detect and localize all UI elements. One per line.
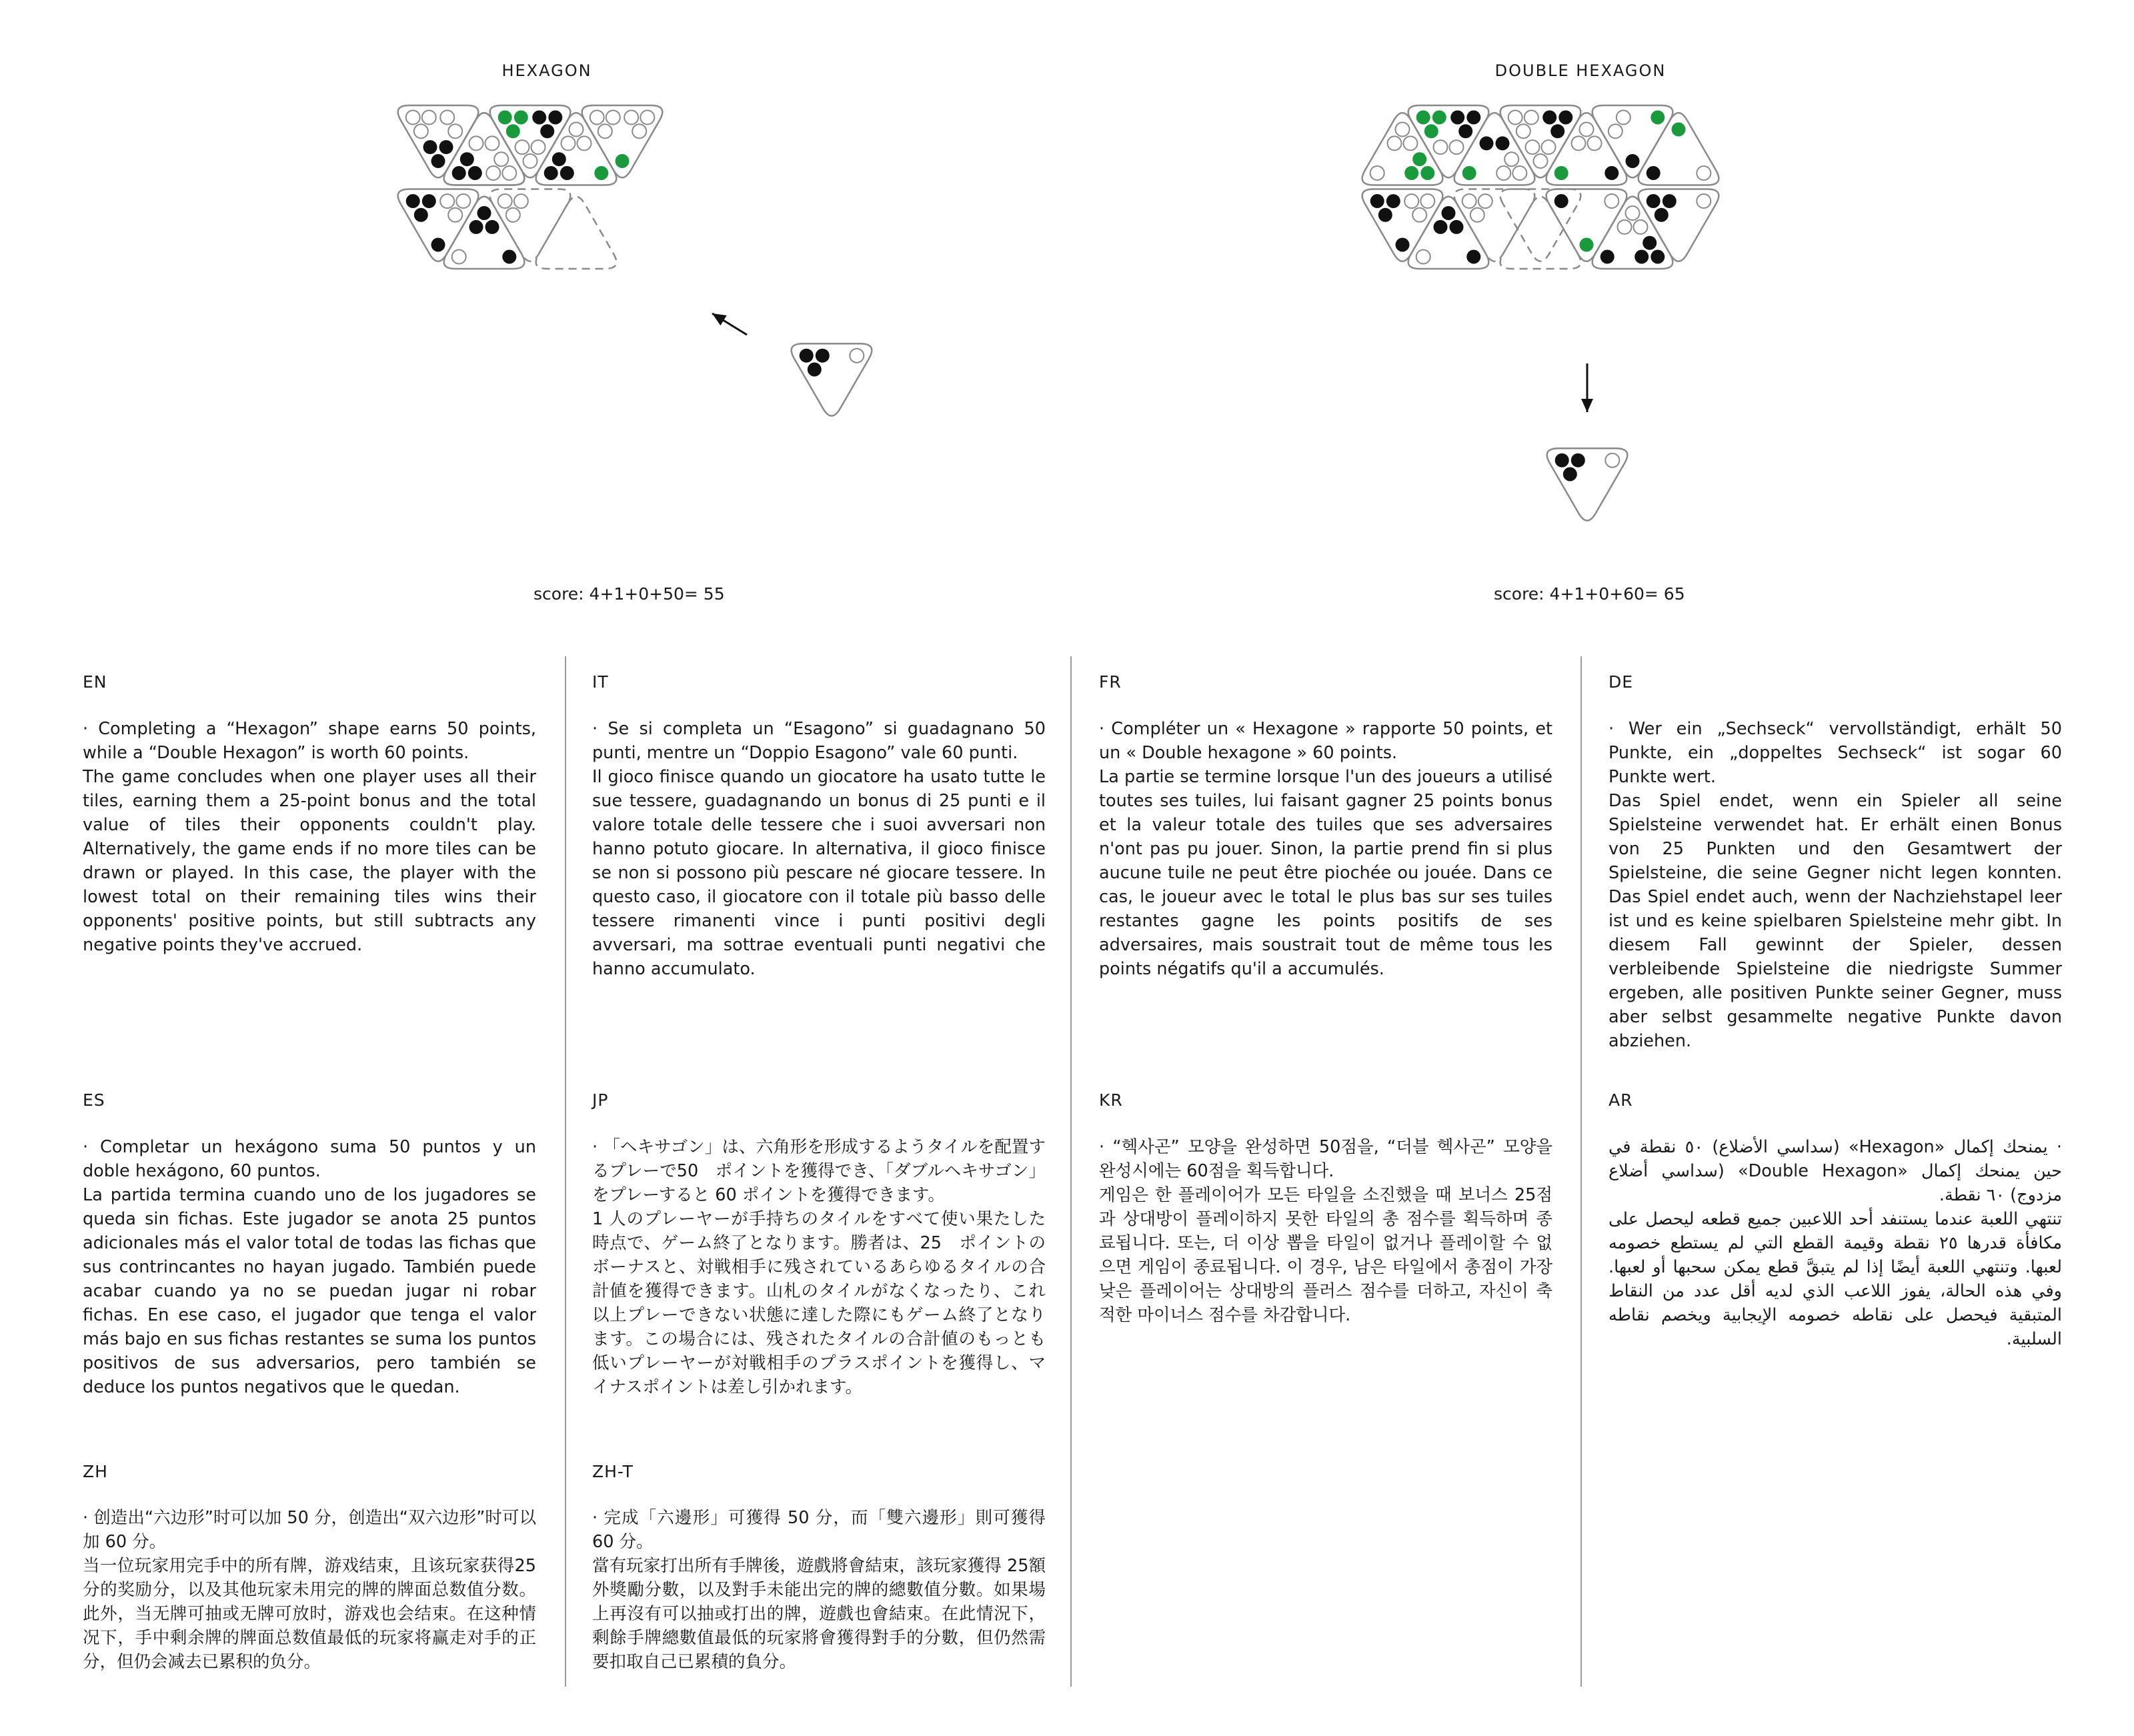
black-dot xyxy=(431,238,445,252)
green-dot xyxy=(514,111,528,125)
black-dot xyxy=(1396,238,1410,252)
green-dot xyxy=(1416,111,1430,125)
empty-dot xyxy=(1404,194,1418,208)
black-dot xyxy=(1542,111,1556,125)
empty-dot xyxy=(1508,111,1522,125)
rules-text-de: · Wer ein „Sechseck“ vervollständigt, erhält 50 Punkte, ein „doppeltes Sechseck“ ist sogar 60 Punkte wert. Das Spiel endet, wenn ein Spieler all seine Spielsteine verwendet hat. Er erhält einen Bonus von 25 Punkten und den Gesamtwert der Spielsteine, die seine Gegner nicht legen konnten. Das Spiel endet auch, wenn der Nachziehstapel leer ist und es keine spielbaren Spielsteine mehr gibt. In diesem Fall gewinnt der Spieler, dessen verbleibende Spielsteine die niedrigste Summer ergeben, alle positiven Punkte seiner Gegner, muss aber selbst gesammelte negative Punkte davon abziehen. xyxy=(1609,719,2062,1051)
lang-label-en: EN xyxy=(83,672,107,692)
black-dot xyxy=(1554,194,1568,208)
black-dot xyxy=(468,166,482,180)
empty-dot xyxy=(485,136,499,150)
empty-dot xyxy=(502,166,516,180)
black-dot xyxy=(1600,250,1615,264)
empty-dot xyxy=(624,111,638,125)
empty-dot xyxy=(1450,140,1464,154)
black-dot xyxy=(540,124,554,138)
green-dot xyxy=(616,154,630,168)
lang-label-kr: KR xyxy=(1099,1090,1123,1110)
empty-dot xyxy=(1370,166,1384,180)
column-divider-1 xyxy=(565,656,566,1687)
empty-dot xyxy=(440,194,454,208)
column-divider-3 xyxy=(1580,656,1582,1687)
empty-dot xyxy=(1462,194,1476,208)
empty-dot xyxy=(1697,194,1711,208)
empty-dot xyxy=(1609,124,1623,138)
green-dot xyxy=(1420,166,1434,180)
rules-text-zh: · 创造出“六边形”时可以加 50 分，创造出“双六边形”时可以加 60 分。 当一位玩家用完手中的所有牌，游戏结束，且该玩家获得25分的奖励分，以及其他玩家未用完的牌的牌面总数值分数。此外，当无牌可抽或无牌可放时，游戏也会结束。在这种情况下，手中剩余牌的牌面总数值最低的玩家将赢走对手的正分，但仍会减去已累积的负分。 xyxy=(83,1508,536,1672)
black-dot xyxy=(1643,236,1657,250)
empty-slot xyxy=(536,197,617,269)
double-hexagon-title: DOUBLE HEXAGON xyxy=(1494,61,1667,80)
black-dot xyxy=(1563,468,1577,482)
empty-dot xyxy=(1420,194,1434,208)
empty-dot xyxy=(531,140,546,154)
black-dot xyxy=(1626,154,1640,168)
black-dot xyxy=(1647,166,1661,180)
empty-dot xyxy=(514,194,528,208)
black-dot xyxy=(1434,220,1448,234)
black-dot xyxy=(808,363,822,377)
empty-dot xyxy=(1504,152,1518,166)
black-dot xyxy=(1635,250,1649,264)
black-dot xyxy=(452,166,466,180)
empty-dot xyxy=(590,111,604,125)
green-dot xyxy=(1412,152,1426,166)
black-dot xyxy=(1647,194,1661,208)
empty-dot xyxy=(1580,123,1594,137)
black-dot xyxy=(469,220,483,234)
empty-dot xyxy=(422,111,436,125)
rules-text-zht: · 完成「六邊形」可獲得 50 分，而「雙六邊形」則可獲得 60 分。 當有玩家打出所有手牌後，遊戲將會結束，該玩家獲得 25額外獎勵分數，以及對手未能出完的牌的總數值分數。如果場上再沒有可以抽或打出的牌，遊戲也會結束。在此情況下，剩餘手牌總數值最低的玩家將會獲得對手的分數，但仍然需要扣取自己已累積的負分。 xyxy=(592,1508,1046,1672)
green-dot xyxy=(1651,111,1665,125)
black-dot xyxy=(1555,454,1569,468)
arrow-icon xyxy=(712,313,727,325)
black-dot xyxy=(422,194,436,208)
black-dot xyxy=(485,220,499,234)
empty-dot xyxy=(414,124,428,138)
empty-dot xyxy=(506,208,520,222)
empty-dot xyxy=(1697,166,1711,180)
black-dot xyxy=(800,349,814,363)
green-dot xyxy=(498,111,512,125)
empty-dot xyxy=(448,208,462,222)
green-dot xyxy=(1404,166,1418,180)
green-dot xyxy=(1462,166,1476,180)
empty-dot xyxy=(486,166,500,180)
lang-label-zht: ZH-T xyxy=(592,1462,634,1481)
black-dot xyxy=(532,111,546,125)
empty-dot xyxy=(456,194,470,208)
arrow-icon xyxy=(1581,399,1593,412)
rules-text-jp: · 「ヘキサゴン」は、六角形を形成するようタイルを配置するプレーで50 ポイントを獲得でき、「ダブルヘキサゴン」をプレーすると 60 ポイントを獲得できます。 1 人のプレーヤーが手持ちのタイルをすべて使い果たした時点で、ゲーム終了となります。勝者は、25 ポイントのボーナスと、対戦相手に残されているあらゆるタイルの合計値を獲得できます。山札のタイルがなくなったり、これ以上プレーできない状態に達した際にもゲーム終了となります。この場合には、残されたタイルの合計値のもっとも低いプレーヤーが対戦相手のプラスポイントを獲得し、マイナスポイントは差し引かれます。 xyxy=(592,1137,1046,1397)
black-dot xyxy=(552,152,566,166)
rules-text-ar: · يمنحك إكمال «Hexagon» (سداسي الأضلاع) ٥٠ نقطة في حين يمنحك إكمال «Double Hexagon» (سداسي أضلاع مزدوج) ٦٠ نقطة. تنتهي اللعبة عندما يستنفد أحد اللاعبين جميع قطعه ليحصل على مكافأة قدرها ٢٥ نقطة وقيمة القطع التي لم يستطع خصومه لعبها. وتنتهي اللعبة أيضًا إذا لم يتبقَّ قطع يمكن سحبها أو لعبها. وفي هذه الحالة، يفوز اللاعب الذي لديه أقل عدد من النقاط المتبقية فيحصل على نقاطه خصومه الإيجابية ويخصم نقاطه السلبية. xyxy=(1609,1137,2063,1349)
black-dot xyxy=(423,140,437,154)
empty-dot xyxy=(1416,250,1430,264)
empty-dot xyxy=(1618,220,1632,234)
black-dot xyxy=(548,111,562,125)
black-dot xyxy=(1558,111,1572,125)
empty-dot xyxy=(578,136,592,150)
black-dot xyxy=(560,166,574,180)
empty-dot xyxy=(1634,220,1648,234)
empty-dot xyxy=(1626,206,1640,220)
empty-dot xyxy=(1404,136,1418,150)
empty-dot xyxy=(562,136,576,150)
black-dot xyxy=(816,349,830,363)
black-dot xyxy=(439,140,453,154)
empty-dot xyxy=(598,124,612,138)
empty-dot xyxy=(1396,123,1410,137)
green-dot xyxy=(1554,166,1568,180)
black-dot xyxy=(1466,111,1480,125)
empty-dot xyxy=(1496,166,1510,180)
empty-dot xyxy=(515,140,529,154)
green-dot xyxy=(506,124,520,138)
black-dot xyxy=(1651,250,1665,264)
empty-dot xyxy=(606,111,620,125)
rules-text-kr: · “헥사곤” 모양을 완성하면 50점을, “더블 헥사곤” 모양을 완성시에는 60점을 획득합니다. 게임은 한 플레이어가 모든 타일을 소진했을 때 보너스 25점과 상대방이 플레이하지 못한 타일의 총 점수를 획득하며 종료됩니다. 또는, 더 이상 뽑을 타일이 없거나 플레이할 수 없으면 게임이 종료됩니다. 이 경우, 남은 타일에서 총점이 가장 낮은 플레이어는 상대방의 플러스 점수를 더하고, 자신이 축적한 마이너스 점수를 차감합니다. xyxy=(1099,1137,1552,1325)
rules-text-it: · Se si completa un “Esagono” si guadagnano 50 punti, mentre un “Doppio Esagono” vale 60 punti. Il gioco finisce quando un giocatore ha usato tutte le sue tessere, guadagnando un bonus di 25 punti e il valore totale delle tessere che i suoi avversari non hanno potuto giocare. In alternativa, il gioco finisce se non si possono più pescare né giocare tessere. In questo caso, il giocatore con il totale più basso delle tessere rimanenti vince i punti positivi degli avversari, ma sottrae eventuali punti negativi che hanno accumulato. xyxy=(592,719,1046,979)
black-dot xyxy=(1605,166,1619,180)
lang-label-zh: ZH xyxy=(83,1462,108,1481)
black-dot xyxy=(477,206,491,220)
empty-dot xyxy=(452,250,466,264)
black-dot xyxy=(1571,454,1585,468)
green-dot xyxy=(594,166,608,180)
rules-text-fr: · Compléter un « Hexagone » rapporte 50 points, et un « Double hexagone » 60 points. La partie se termine lorsque l'un des joueurs a utilisé toutes ses tuiles, lui faisant gagner 25 points bonus et la valeur totale des tuiles que ses adversaires n'ont pas pu jouer. Sinon, la partie prend fin si plus aucune tuile ne peut être piochée ou jouée. Dans ce cas, le joueur avec le total le plus bas sur ses tuiles restantes gagne les points positifs de ses adversaires, mais soustrait tout de même tous les points négatifs qu'il a accumulés. xyxy=(1099,719,1552,979)
empty-dot xyxy=(448,124,462,138)
double-hexagon-score: score: 4+1+0+60= 65 xyxy=(1494,584,1685,604)
black-dot xyxy=(1370,194,1384,208)
empty-dot xyxy=(850,349,864,363)
green-dot xyxy=(1432,111,1446,125)
green-dot xyxy=(1424,124,1438,138)
column-divider-2 xyxy=(1070,656,1072,1687)
black-dot xyxy=(414,208,428,222)
black-dot xyxy=(502,250,516,264)
empty-dot xyxy=(1434,140,1448,154)
black-dot xyxy=(1496,136,1510,150)
empty-dot xyxy=(1478,194,1492,208)
empty-dot xyxy=(1572,136,1586,150)
black-dot xyxy=(1450,220,1464,234)
empty-dot xyxy=(570,123,584,137)
empty-dot xyxy=(1526,140,1540,154)
black-dot xyxy=(1450,111,1464,125)
empty-dot xyxy=(632,124,646,138)
empty-dot xyxy=(1512,166,1526,180)
black-dot xyxy=(406,194,420,208)
lang-label-fr: FR xyxy=(1099,672,1122,692)
empty-dot xyxy=(523,154,538,168)
black-dot xyxy=(1466,250,1480,264)
empty-dot xyxy=(469,136,483,150)
lang-label-de: DE xyxy=(1609,672,1634,692)
black-dot xyxy=(431,154,445,168)
black-dot xyxy=(1442,206,1456,220)
hexagon-diagram xyxy=(0,0,2134,600)
black-dot xyxy=(1386,194,1400,208)
black-dot xyxy=(1458,124,1472,138)
black-dot xyxy=(1663,194,1677,208)
empty-dot xyxy=(1388,136,1402,150)
empty-dot xyxy=(1605,454,1619,468)
empty-dot xyxy=(640,111,654,125)
lang-label-jp: JP xyxy=(592,1090,609,1110)
empty-dot xyxy=(1617,111,1631,125)
empty-dot xyxy=(1542,140,1556,154)
black-dot xyxy=(1480,136,1494,150)
empty-dot xyxy=(494,152,508,166)
empty-dot xyxy=(1412,208,1426,222)
lang-label-es: ES xyxy=(83,1090,105,1110)
hexagon-title: HEXAGON xyxy=(501,61,592,80)
hexagon-score: score: 4+1+0+50= 55 xyxy=(534,584,725,604)
green-dot xyxy=(1580,238,1594,252)
empty-dot xyxy=(1524,111,1538,125)
empty-dot xyxy=(498,194,512,208)
rules-text-en: · Completing a “Hexagon” shape earns 50 points, while a “Double Hexagon” is worth 60 points. The game concludes when one player uses all their tiles, earning them a 25-point bonus and the total value of tiles their opponents couldn't play. Alternatively, the game ends if no more tiles can be drawn or played. In this case, the player with the lowest total on their remaining tiles wins their opponents' positive points, but still subtracts any negative points they've accrued. xyxy=(83,719,536,955)
empty-slot xyxy=(1500,197,1581,269)
empty-dot xyxy=(440,111,454,125)
empty-dot xyxy=(406,111,420,125)
black-dot xyxy=(460,152,474,166)
empty-dot xyxy=(1470,208,1484,222)
empty-slot xyxy=(1500,189,1581,261)
rules-text-es: · Completar un hexágono suma 50 puntos y un doble hexágono, 60 puntos. La partida termina cuando uno de los jugadores se queda sin fichas. Este jugador se anota 25 puntos adicionales más el valor total de todas las fichas que sus contrincantes no hayan jugado. También puede acabar cuando ya no se puedan jugar ni robar fichas. En ese caso, el jugador que tenga el valor más bajo en sus fichas restantes se suma los puntos positivos de sus adversarios, pero también se deduce los puntos negativos que le quedan. xyxy=(83,1137,536,1397)
green-dot xyxy=(1672,123,1686,137)
black-dot xyxy=(1378,208,1392,222)
lang-label-it: IT xyxy=(592,672,609,692)
lang-label-ar: AR xyxy=(1609,1090,1633,1110)
black-dot xyxy=(1655,208,1669,222)
empty-dot xyxy=(1534,154,1548,168)
black-dot xyxy=(1550,124,1564,138)
empty-dot xyxy=(1516,124,1530,138)
empty-dot xyxy=(1605,194,1619,208)
empty-dot xyxy=(1588,136,1602,150)
black-dot xyxy=(544,166,558,180)
